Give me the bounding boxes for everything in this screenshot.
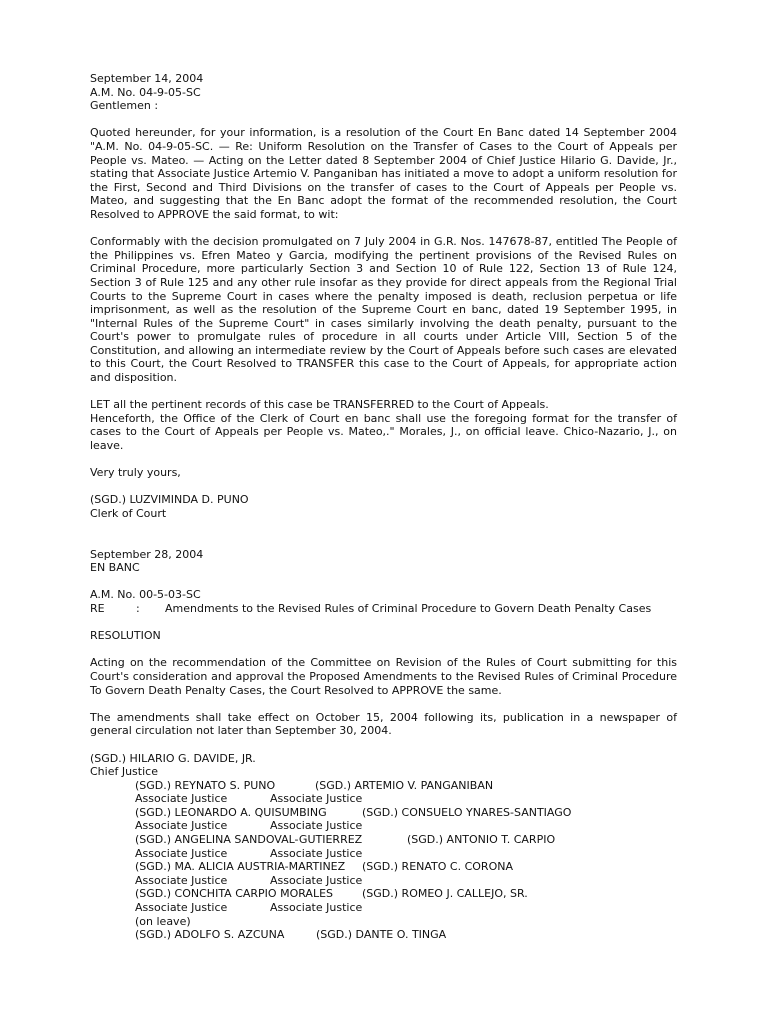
re-label: RE [90, 601, 105, 615]
justice-name: (SGD.) ANGELINA SANDOVAL-GUTIERREZ [135, 833, 363, 847]
justice-titles-row [135, 792, 677, 806]
letter-paragraph-2: Conformably with the decision promulgated on 7 July 2004 in G.R. Nos. 147678-87, entitled The People of the Philippines vs. Efren Mateo y Garcia, modifying the pertinent provisions of the Revised Rules on Criminal Procedure, more particularly Section 3 and Section 10 of Rule 122, Section 13 of Rule 124, Section 3 of Rule 125 and any other rule insofar as they provide for direct appeals from the Regional Trial Courts to the Supreme Court in cases where the penalty imposed is death, reclusion perpetua or life imprisonment, as well as the resolution of the Supreme Court en banc, dated 19 September 1995, in "Internal Rules of the Supreme Court" in cases similarly involving the death penalty, pursuant to the Court's power to promulgate rules of procedure in all courts under Article VIII, Section 5 of the Constitution, and allowing an intermediate review by the Court of Appeals before such cases are elevated to this Court, the Court Resolved to TRANSFER this case to the Court of Appeals, for appropriate action and disposition. [90, 235, 677, 385]
justice-names-row [135, 928, 677, 942]
justice-name: (SGD.) CONCHITA CARPIO MORALES [135, 887, 334, 901]
justice-title: Associate Justice [135, 901, 228, 915]
resolution-heading: RESOLUTION [90, 629, 161, 643]
justice-title: Associate Justice [135, 873, 228, 887]
signature-block [90, 779, 677, 942]
chief-justice-title: Chief Justice [90, 765, 158, 779]
resolution-re-line [90, 602, 677, 616]
justice-names-row [135, 806, 677, 820]
letter-closing: Very truly yours, [90, 466, 181, 480]
justice-title: Associate Justice [270, 846, 363, 860]
document-page [90, 72, 677, 942]
justice-name: (SGD.) CONSUELO YNARES-SANTIAGO [362, 805, 572, 819]
letter-paragraph-3-rest: Henceforth, the Office of the Clerk of Court en banc shall use the foregoing format for the transfer of cases to the Court of Appeals per People vs. Mateo,." Morales, J., on official leave. Chico-Nazario, J., on leave. [90, 411, 677, 453]
justice-titles-row [135, 901, 677, 915]
chief-justice-name: (SGD.) HILARIO G. DAVIDE, JR. [90, 751, 256, 765]
justice-title: Associate Justice [270, 792, 363, 806]
justice-names-row [135, 860, 677, 874]
justice-title: Associate Justice [270, 873, 363, 887]
justice-title: Associate Justice [135, 846, 228, 860]
letter-paragraph-3-first: LET all the pertinent records of this case be TRANSFERRED to the Court of Appeals. [90, 398, 549, 412]
on-leave-note: (on leave) [135, 914, 191, 928]
justice-name: (SGD.) LEONARDO A. QUISUMBING [135, 805, 327, 819]
re-subject: Amendments to the Revised Rules of Criminal Procedure to Govern Death Penalty Cases [165, 601, 652, 615]
justice-names-row [135, 887, 677, 901]
justice-names-row [135, 833, 677, 847]
justice-title: Associate Justice [135, 819, 228, 833]
justice-name: (SGD.) ANTONIO T. CARPIO [407, 833, 556, 847]
justice-name: (SGD.) ADOLFO S. AZCUNA [135, 928, 285, 942]
justice-titles-row [135, 847, 677, 861]
justice-names-row [135, 779, 677, 793]
justice-name: (SGD.) DANTE O. TINGA [316, 928, 447, 942]
justice-name: (SGD.) ROMEO J. CALLEJO, SR. [362, 887, 528, 901]
re-colon: : [136, 601, 140, 615]
justice-title: Associate Justice [135, 792, 228, 806]
justice-title: Associate Justice [270, 901, 363, 915]
letter-signer-title: Clerk of Court [90, 507, 167, 520]
letter-signer: (SGD.) LUZVIMINDA D. PUNO [90, 493, 249, 507]
resolution-paragraph-1: Acting on the recommendation of the Committee on Revision of the Rules of Court submitting for this Court's consideration and approval the Proposed Amendments to the Revised Rules of Criminal Procedure To Govern Death Penalty Cases, the Court Resolved to APPROVE the same. [90, 656, 677, 697]
justice-name: (SGD.) REYNATO S. PUNO [135, 778, 276, 792]
letter-date: September 14, 2004 [90, 72, 204, 85]
resolution-date: September 28, 2004 [90, 547, 204, 561]
justice-titles-row [135, 819, 677, 833]
resolution-body: EN BANC [90, 561, 140, 575]
letter-paragraph-1: Quoted hereunder, for your information, is a resolution of the Court En Banc dated 14 September 2004 "A.M. No. 04-9-05-SC. — Re: Uniform Resolution on the Transfer of Cases to the Court of Appeals per People vs. Mateo. — Acting on the Letter dated 8 September 2004 of Chief Justice Hilario G. Davide, Jr., stating that Associate Justice Artemio V. Panganiban has initiated a move to adopt a uniform resolution for the First, Second and Third Divisions on the transfer of cases to the Court of Appeals per People vs. Mateo, and suggesting that the En Banc adopt the format of the recommended resolution, the Court Resolved to APPROVE the said format, to wit: [90, 126, 677, 221]
letter-am-number: A.M. No. 04-9-05-SC [90, 85, 201, 99]
justice-name: (SGD.) ARTEMIO V. PANGANIBAN [315, 778, 494, 792]
justice-name: (SGD.) RENATO C. CORONA [362, 860, 513, 874]
resolution-am-number: A.M. No. 00-5-03-SC [90, 588, 201, 602]
justice-titles-row [135, 874, 677, 888]
letter-salutation: Gentlemen : [90, 99, 159, 113]
justice-title: Associate Justice [270, 819, 363, 833]
justice-name: (SGD.) MA. ALICIA AUSTRIA-MARTINEZ [135, 860, 346, 874]
resolution-paragraph-2: The amendments shall take effect on October 15, 2004 following its, publication in a newspaper of general circulation not later than September 30, 2004. [90, 710, 677, 738]
